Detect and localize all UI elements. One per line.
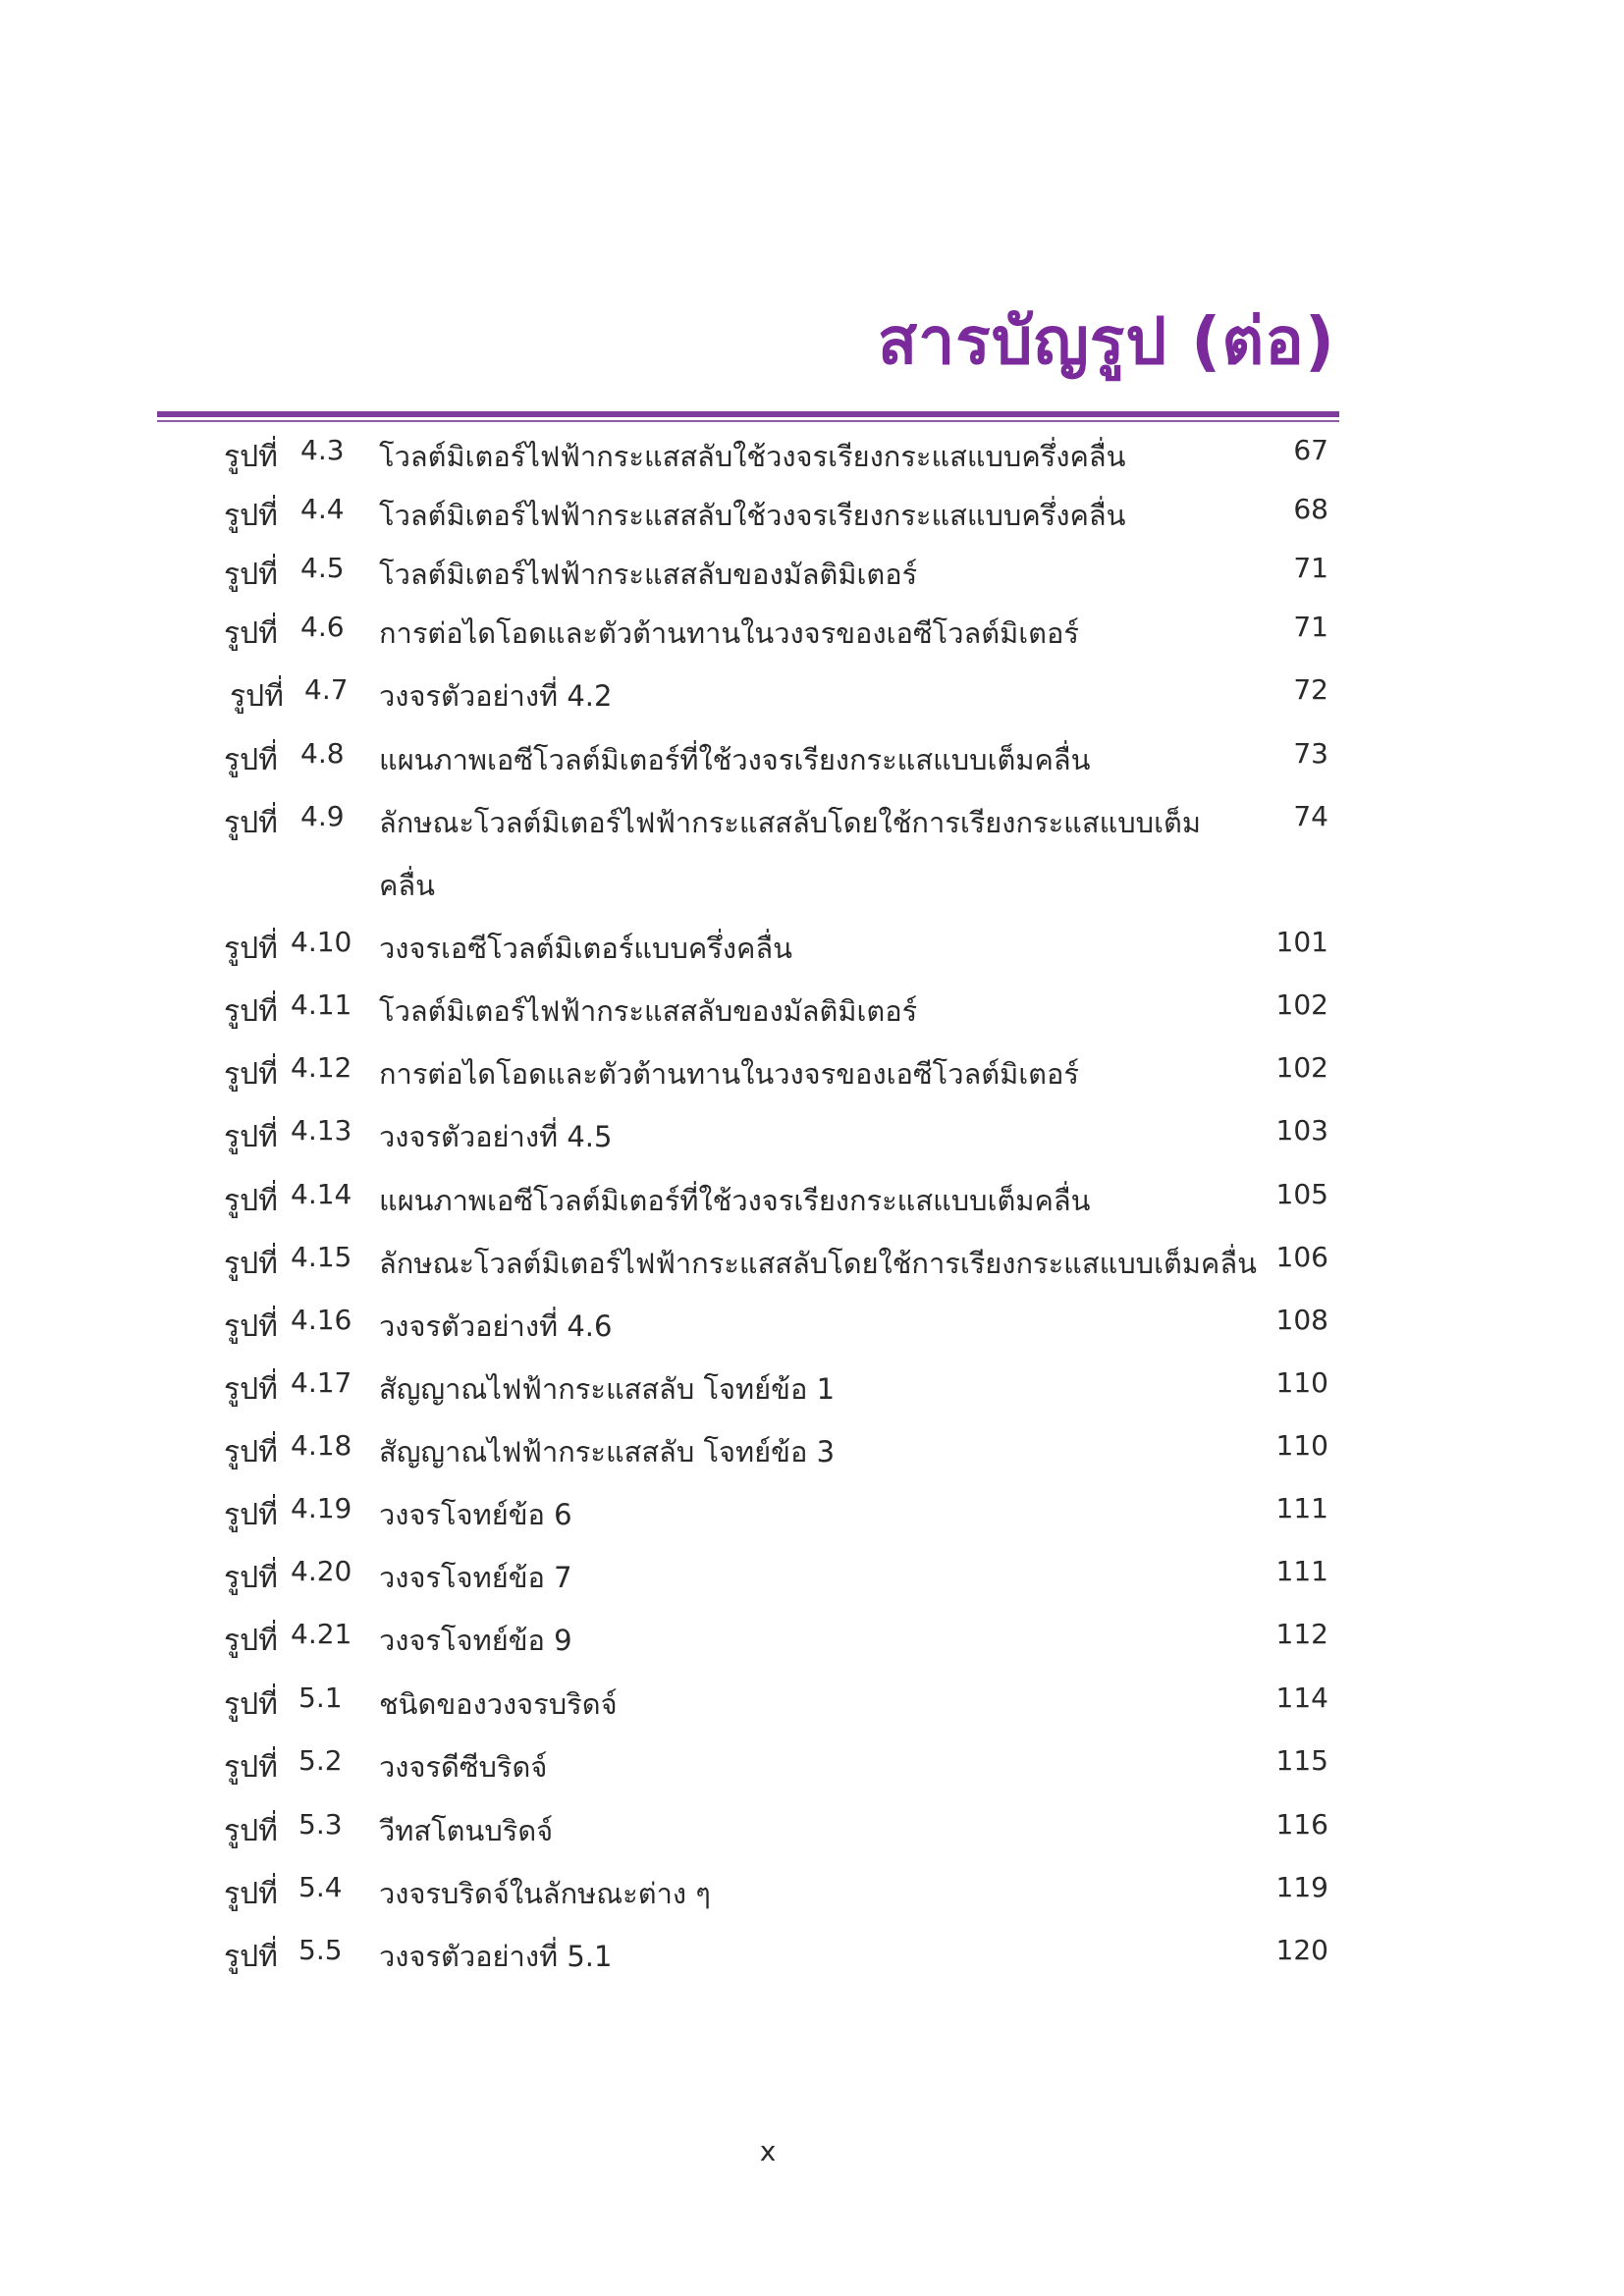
toc-entry[interactable]: [0, 1051, 1624, 1100]
entry-number: 4.18: [291, 1429, 352, 1462]
entry-page: 119: [1275, 1871, 1328, 1903]
entry-number: 4.4: [300, 493, 345, 525]
entry-caption: ชนิดของวงจรบริดจ์: [379, 1687, 618, 1721]
entry-number: 4.12: [291, 1051, 352, 1084]
entry-label: รูปที่: [224, 1814, 278, 1848]
toc-entry[interactable]: [0, 1555, 1624, 1604]
entry-page: 112: [1275, 1618, 1328, 1650]
entry-number: 4.14: [291, 1178, 352, 1210]
toc-entry[interactable]: [0, 1492, 1624, 1541]
entry-number: 4.8: [300, 737, 345, 770]
entry-number: 5.2: [298, 1744, 343, 1777]
entry-caption: วงจรเอซีโวลต์มิเตอร์แบบครึ่งคลื่น: [379, 932, 792, 965]
entry-page: 71: [1293, 611, 1328, 643]
entry-number: 4.15: [291, 1241, 352, 1273]
entry-number: 4.6: [300, 611, 345, 643]
toc-entry[interactable]: [0, 1682, 1624, 1731]
toc-entry[interactable]: [0, 1429, 1624, 1478]
entry-caption: วงจรโจทย์ข้อ 6: [379, 1498, 572, 1531]
entry-page: 108: [1275, 1304, 1328, 1336]
toc-entry[interactable]: [0, 1366, 1624, 1415]
toc-entry[interactable]: [0, 493, 1624, 542]
entry-caption-continued: คลื่น: [379, 869, 435, 902]
toc-entry[interactable]: [0, 552, 1624, 601]
toc-entry[interactable]: [0, 1241, 1624, 1290]
entry-number: 4.13: [291, 1114, 352, 1147]
entry-label: รูปที่: [224, 1561, 278, 1595]
entry-label: รูปที่: [224, 1940, 278, 1974]
entry-number: 5.3: [298, 1808, 343, 1841]
toc-entry[interactable]: [0, 611, 1624, 660]
entry-label: รูปที่: [230, 679, 284, 714]
entry-page: 71: [1293, 552, 1328, 584]
entry-label: รูปที่: [224, 499, 278, 533]
entry-label: รูปที่: [224, 1877, 278, 1911]
toc-entry[interactable]: [0, 926, 1624, 975]
entry-label: รูปที่: [224, 616, 278, 651]
title-underline: [157, 411, 1339, 417]
entry-number: 4.10: [291, 926, 352, 958]
entry-caption: วงจรตัวอย่างที่ 5.1: [379, 1940, 613, 1973]
entry-label: รูปที่: [224, 1120, 278, 1154]
entry-page: 67: [1293, 434, 1328, 466]
entry-number: 4.21: [291, 1618, 352, 1650]
entry-number: 4.19: [291, 1492, 352, 1524]
entry-caption: โวลต์มิเตอร์ไฟฟ้ากระแสสลับใช้วงจรเรียงกระแสแบบครึ่งคลื่น: [379, 499, 1126, 532]
entry-page: 111: [1275, 1492, 1328, 1524]
entry-page: 110: [1275, 1429, 1328, 1462]
entry-caption: วงจรตัวอย่างที่ 4.5: [379, 1120, 613, 1153]
entry-number: 4.3: [300, 434, 345, 466]
entry-caption: โวลต์มิเตอร์ไฟฟ้ากระแสสลับใช้วงจรเรียงกระแสแบบครึ่งคลื่น: [379, 440, 1126, 473]
entry-number: 4.9: [300, 800, 345, 832]
toc-entry[interactable]: [0, 800, 1624, 908]
entry-page: 103: [1275, 1114, 1328, 1147]
entry-caption: โวลต์มิเตอร์ไฟฟ้ากระแสสลับของมัลติมิเตอร์: [379, 994, 918, 1028]
entry-caption: ลักษณะโวลต์มิเตอร์ไฟฟ้ากระแสสลับโดยใช้การเรียงกระแสแบบเต็มคลื่น: [379, 1247, 1257, 1280]
page-number: x: [759, 2135, 777, 2167]
entry-page: 115: [1275, 1744, 1328, 1777]
entry-page: 102: [1275, 1051, 1328, 1084]
entry-page: 120: [1275, 1934, 1328, 1966]
entry-number: 4.16: [291, 1304, 352, 1336]
entry-caption: ลักษณะโวลต์มิเตอร์ไฟฟ้ากระแสสลับโดยใช้การเรียงกระแสแบบเต็ม: [379, 806, 1201, 839]
entry-caption: สัญญาณไฟฟ้ากระแสสลับ โจทย์ข้อ 1: [379, 1372, 836, 1406]
entry-caption: สัญญาณไฟฟ้ากระแสสลับ โจทย์ข้อ 3: [379, 1435, 836, 1468]
entry-page: 105: [1275, 1178, 1328, 1210]
entry-label: รูปที่: [224, 1247, 278, 1281]
entry-page: 68: [1293, 493, 1328, 525]
entry-caption: แผนภาพเอซีโวลต์มิเตอร์ที่ใช้วงจรเรียงกระแสแบบเต็มคลื่น: [379, 1184, 1091, 1217]
toc-entry[interactable]: [0, 1304, 1624, 1353]
entry-label: รูปที่: [224, 1435, 278, 1469]
toc-entry[interactable]: [0, 434, 1624, 483]
entry-caption: แผนภาพเอซีโวลต์มิเตอร์ที่ใช้วงจรเรียงกระแสแบบเต็มคลื่น: [379, 743, 1091, 776]
entry-page: 101: [1275, 926, 1328, 958]
toc-entry[interactable]: [0, 1934, 1624, 1983]
entry-page: 116: [1275, 1808, 1328, 1841]
entry-caption: วงจรตัวอย่างที่ 4.2: [379, 679, 613, 713]
entry-caption: การต่อไดโอดและตัวต้านทานในวงจรของเอซีโวลต์มิเตอร์: [379, 616, 1079, 650]
entry-page: 114: [1275, 1682, 1328, 1714]
entry-caption: วงจรโจทย์ข้อ 9: [379, 1624, 572, 1657]
entry-label: รูปที่: [224, 1624, 278, 1658]
entry-page: 74: [1293, 800, 1328, 832]
title-underline-thin: [157, 420, 1339, 422]
entry-label: รูปที่: [224, 743, 278, 777]
toc-entry[interactable]: [0, 673, 1624, 722]
entry-page: 111: [1275, 1555, 1328, 1587]
entry-caption: วงจรตัวอย่างที่ 4.6: [379, 1309, 613, 1343]
toc-entry[interactable]: [0, 1114, 1624, 1163]
page-title: สารบัญรูป (ต่อ): [877, 303, 1335, 379]
entry-caption: โวลต์มิเตอร์ไฟฟ้ากระแสสลับของมัลติมิเตอร์: [379, 558, 918, 591]
entry-number: 5.1: [298, 1682, 343, 1714]
entry-label: รูปที่: [224, 1184, 278, 1218]
entry-label: รูปที่: [224, 1372, 278, 1407]
toc-entry[interactable]: [0, 1871, 1624, 1920]
entry-label: รูปที่: [224, 994, 278, 1029]
entry-number: 5.4: [298, 1871, 343, 1903]
toc-entry[interactable]: [0, 988, 1624, 1038]
entry-page: 102: [1275, 988, 1328, 1021]
entry-label: รูปที่: [224, 558, 278, 592]
entry-label: รูปที่: [224, 1309, 278, 1344]
entry-page: 106: [1275, 1241, 1328, 1273]
toc-entry[interactable]: [0, 1808, 1624, 1857]
entry-number: 4.17: [291, 1366, 352, 1399]
entry-label: รูปที่: [224, 1687, 278, 1722]
toc-entry[interactable]: [0, 737, 1624, 786]
entry-number: 4.20: [291, 1555, 352, 1587]
entry-label: รูปที่: [224, 806, 278, 840]
toc-entry[interactable]: [0, 1178, 1624, 1227]
entry-label: รูปที่: [224, 440, 278, 474]
entry-number: 4.7: [304, 673, 349, 706]
entry-caption: วงจรโจทย์ข้อ 7: [379, 1561, 572, 1594]
entry-label: รูปที่: [224, 1498, 278, 1532]
toc-entry[interactable]: [0, 1744, 1624, 1793]
entry-label: รูปที่: [224, 932, 278, 966]
toc-entry[interactable]: [0, 1618, 1624, 1667]
entry-number: 4.11: [291, 988, 352, 1021]
entry-page: 110: [1275, 1366, 1328, 1399]
entry-label: รูปที่: [224, 1750, 278, 1785]
entry-label: รูปที่: [224, 1057, 278, 1092]
entry-caption: วีทสโตนบริดจ์: [379, 1814, 554, 1847]
entry-page: 73: [1293, 737, 1328, 770]
entry-caption: วงจรดีซีบริดจ์: [379, 1750, 548, 1784]
entry-caption: วงจรบริดจ์ในลักษณะต่าง ๆ: [379, 1877, 711, 1910]
entry-number: 4.5: [300, 552, 345, 584]
entry-number: 5.5: [298, 1934, 343, 1966]
entry-caption: การต่อไดโอดและตัวต้านทานในวงจรของเอซีโวลต์มิเตอร์: [379, 1057, 1079, 1091]
entry-page: 72: [1293, 673, 1328, 706]
